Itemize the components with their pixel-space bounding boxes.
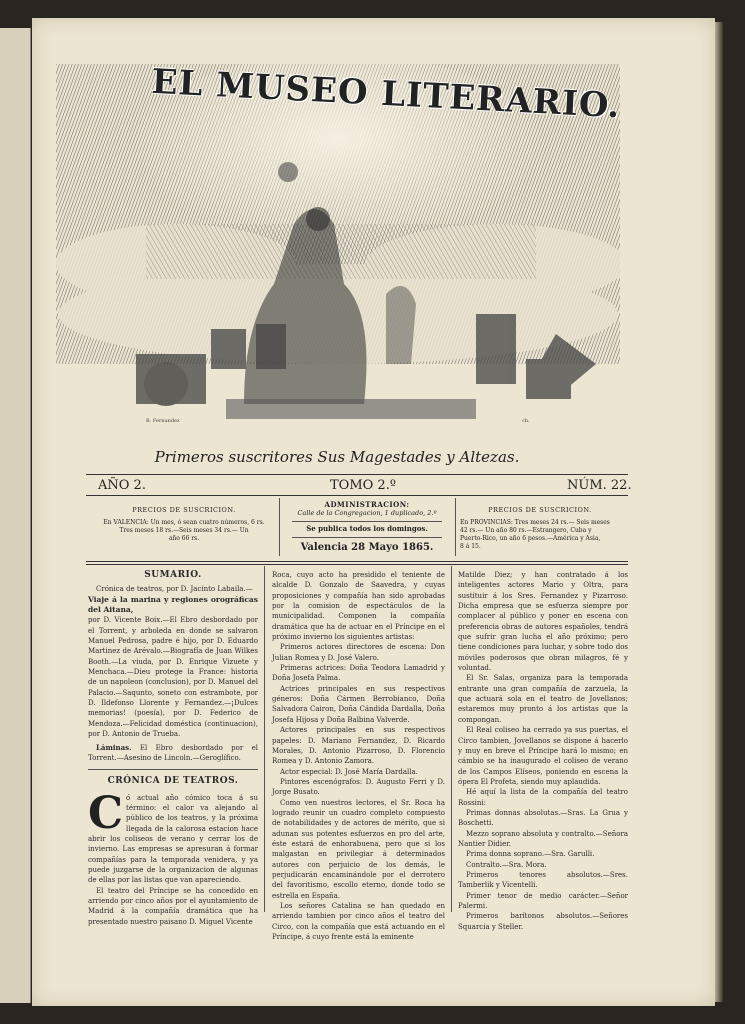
engraver-credit-left: B. Fernandez — [146, 418, 180, 424]
masthead-subtitle: Primeros suscritores Sus Magestades y Altezas. — [154, 448, 520, 466]
cast-list-entry: Primeras actrices: Doña Teodora Lamadrid y Doña Josefa Palma. — [272, 664, 445, 683]
cast-list-entry: Primeros barítonos absolutos.—Señores Squarcia y Steller. — [458, 912, 628, 931]
prices-provinces-line: 8 á 15. — [460, 543, 481, 551]
header-rule-mid — [86, 495, 628, 496]
cast-list-entry: Pintores escenógrafos: D. Augusto Ferri y D. Jorge Busato. — [272, 777, 445, 797]
cronica-paragraph: Roca, cuyo acto ha presidido el teniente de alcalde D. Gonzalo de Saavedra, y cuyas proposiciones y compañía han sido aprobadas por la comision de espectáculos de la municipalidad. Componen la compañía dramática que ha de actuar en el Príncipe en el próximo invierno los siguientes artistas: — [272, 571, 445, 642]
cronica-paragraph: El teatro del Príncipe se ha concedido en arriendo por cinco años por el ayuntamiento de Madrid á la compañía dramática que ha presentado nuestro paisano D. Miguel Vicente — [88, 886, 258, 926]
header-rule-top — [86, 474, 628, 475]
administration-box — [282, 500, 452, 554]
column-divider — [264, 566, 265, 912]
sumario-entry-bold: Viaje á la marina y regiones orográficas del Aitana, — [88, 594, 258, 615]
cast-list-entry: Prima donna soprano.—Sra. Garulli. — [466, 850, 595, 859]
drop-cap: C — [88, 787, 124, 839]
issue-date: Valencia 28 Mayo 1865. — [300, 541, 434, 553]
header-rule-bottom — [86, 561, 628, 565]
prices-provinces-line: En PROVINCIAS: Tres meses 24 rs.— Seis meses — [460, 518, 610, 526]
laminas-label: Láminas. — [96, 742, 132, 752]
administration-address: Calle de la Congregacion, 1 duplicado, 2.º — [297, 509, 437, 518]
cast-list-entry: Primeros actores directores de escena: Don Julian Romea y D. José Valero. — [272, 643, 445, 662]
cronica-paragraph: Como ven nuestros lectores, el Sr. Roca ha logrado reunir un cuadro completo compuesto de notabilidades y de actores de mérito, que si adunan sus potentes esfuerzos en pro del arte, éste estará de enhorabuena, pero que si los malgastan en privilegiar á determinados autores con perjuicio de los demás, le perjudicarán encaminándole por el derrotero del favoritismo, escollo eterno, donde todo se estrella en España. — [272, 798, 445, 900]
sumario-title: SUMARIO. — [144, 570, 202, 580]
laminas-text: El Ebro desbordado por el Torrent.—Asesino de Lincoln.—Geroglífico. — [88, 743, 258, 762]
prices-valencia-line: año 66 rs. — [168, 534, 200, 542]
publication-schedule: Se publica todos los domingos. — [306, 524, 428, 534]
administration-heading: ADMINISTRACION: — [324, 500, 410, 509]
cronica-paragraph: El Sr. Salas, organiza para la temporada entrante una gran compañía de zarzuela, la que actuará sola en el teatro de Jovellanos; estaremos muy pronto á los artistas que la compongan. — [458, 674, 628, 724]
cast-list-entry: Primer tenor de medio carácter.—Señor Palermi. — [458, 891, 628, 910]
cronica-title: CRÓNICA DE TEATROS. — [107, 776, 239, 787]
column-divider — [451, 566, 452, 912]
year-label: AÑO 2. — [98, 478, 146, 493]
box-divider — [279, 498, 280, 556]
box-divider — [455, 498, 456, 556]
column-2 — [272, 570, 445, 942]
cast-list-entry: Actrices principales en sus respectivos géneros: Doña Cármen Berrobianco, Doña Salvadora Cairon, Doña Cándida Dardalla, Doña Josefa Hijosa y Doña Balbina Valverde. — [272, 684, 445, 724]
cronica-paragraph: Los señores Catalina se han quedado en arriendo tambien por cinco años el teatro del Circo, con la compañía que está actuando en el Príncipe, á cuyo frente está la eminente — [272, 902, 445, 942]
cronica-paragraph: Matilde Diez; y han contratado á los inteligentes actores Mario y Oltra, para sustituir á los Sres. Fernandez y Pizarroso. Dicha empresa que se esfuerza siempre por complacer al público y poner en escena con preferencia obras de autores españoles, tendrá que sufrir gran lucha el año próximo; pero tiene condiciones para luchar, y sobre todo dos móviles poderosos que obran milagros, fé y voluntad. — [458, 571, 628, 673]
engraver-credit-right: ch. — [522, 418, 530, 424]
prices-provinces-box — [460, 506, 620, 551]
sumario-entry: Crónica de teatros, por D. Jacinto Labaila.— — [96, 585, 253, 594]
column-1 — [88, 570, 258, 927]
tome-label: TOMO 2.º — [330, 478, 396, 493]
prices-provinces-heading: PRECIOS DE SUSCRICION. — [488, 506, 592, 514]
issue-number: NÚM. 22. — [567, 478, 632, 493]
sumario-entry: por D. Vicente Boix.—El Ebro desbordado por el Torrent, y arboleda en donde se salvaron Manuel Pedrosa, padre é hijo, por D. Eduardo Martinez de Arévalo.—Biografía de Juan Wilkes Booth.—La viuda, por D. Enrique Vizuete y Menchaca.—Dieu protege la France: historia de un napoleon (conclusion), por D. Manuel del Palacio.—Saqunto, soneto con estrambote, por D. Ildefonso Llorente y Fernandez.—¡Dulces memorias! (poesía), por D. Federico de Mendoza.—Felicidad doméstica (continuacion), por D. Antonio de Trueba. — [88, 616, 258, 739]
prices-valencia-line: Tres meses 18 rs.—Seis meses 34 rs.— Un — [119, 526, 249, 534]
prices-provinces-line: Puerto-Rico, un año 6 pesos.—América y Asia, — [460, 534, 601, 542]
prices-valencia-line: En VALENCIA: Un mes, ó sean cuatro números, 6 rs. — [103, 518, 265, 526]
cast-list-entry: Actores principales en sus respectivos papeles: D. Mariano Fernandez, D. Ricardo Morales, D. Antonio Pizarroso, D. Florencio Romea y D. Antonio Zamora. — [272, 726, 445, 766]
left-page-edge — [0, 28, 31, 1003]
prices-valencia-heading: PRECIOS DE SUSCRICION. — [132, 506, 236, 514]
cronica-paragraph: El Real coliseo ha cerrado ya sus puertas, el Circo tambien, Jovellanos se dispone á hacerlo y muy en breve el Príncipe hará lo mismo; en cámbio se ha inaugurado el coliseo de verano de los Campos Elíseos, poniendo en escena la ópera El Profeta, siendo muy aplaudida. — [458, 726, 628, 786]
prices-valencia-box — [100, 506, 268, 543]
newspaper-title: EL MUSEO LITERARIO. — [150, 61, 622, 127]
cast-list-entry: Actor especial: D. José María Dardalla. — [280, 767, 418, 776]
cast-list-entry: Primeros tenores absolutos.—Sres. Tamberlik y Vicentelli. — [458, 870, 628, 890]
prices-provinces-line: 42 rs.— Un año 80 rs.—Estrangero, Cuba y — [460, 526, 592, 534]
cronica-paragraph: ó actual año cómico toca á su término: el calor va alejando al público de los teatros, y la próxima llegada de la calorosa estacion hace abrir los coliseos de verano y cerrar los de invierno. Las empresas se apresuran á formar compañías para la temporada venidera, y ya puede juzgarse de la organizacion de algunas de ellas por las listas que van apareciendo. — [88, 793, 258, 885]
page-gutter-shadow — [715, 22, 723, 1002]
column-3 — [458, 570, 628, 932]
cast-list-entry: Primas donnas absolutas.—Sras. La Grua y Boschetti. — [458, 808, 628, 828]
cronica-paragraph: Hé aquí la lista de la compañía del teatro Rossini: — [458, 788, 628, 807]
cast-list-entry: Mezzo soprano absoluta y contralto.—Señora Nantier Didier. — [458, 829, 628, 848]
cast-list-entry: Contralto.—Sra. Mora. — [466, 860, 547, 869]
